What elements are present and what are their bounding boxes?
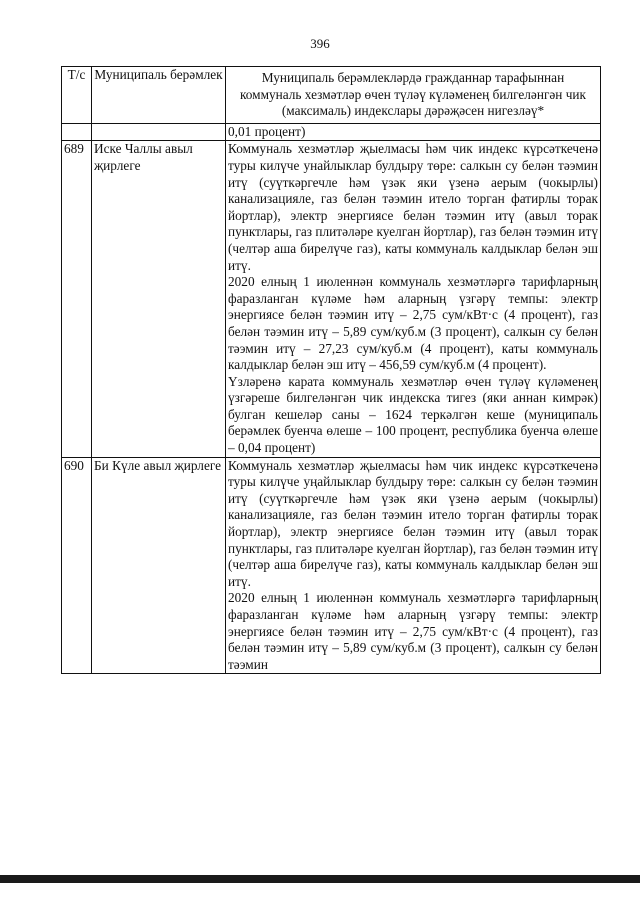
row-number: 689: [62, 141, 92, 457]
row-number: 690: [62, 457, 92, 674]
continuation-row: [62, 123, 601, 141]
row-description: [226, 457, 601, 674]
header-description: Муниципаль берәмлекләрдә гражданнар тарафыннан коммуналь хезмәтләр өчен түләү күләменең билгеләнгән чик (максималь) индекслары дәрәҗәсен нигезләү*: [226, 67, 601, 124]
description-paragraph: 2020 елның 1 июленнән коммуналь хезмәтләргә тарифларның фаразланган күләме һәм аларның үзгәрү темпы: электр энергиясе белән тәэмин итү – 2,75 сум/кВт·с (4 процент), газ белән тәэмин итү – 5,89 сум/куб.м (3 процент), салкын су белән тәэмин: [228, 590, 598, 672]
table-row: [62, 141, 601, 457]
description-paragraph: 2020 елның 1 июленнән коммуналь хезмәтләргә тарифларның фаразланган күләме һәм аларның үзгәрү темпы: электр энергиясе белән тәэмин итү – 2,75 сум/кВт·с (4 процент), газ белән тәэмин итү – 5,89 сум/куб.м (3 процент), салкын су белән тәэмин итү – 27,23 сум/куб.м (4 процент), каты коммуналь калдыклар белән эш итү – 456,59 сум/куб.м (4 процент).: [228, 274, 598, 373]
description-paragraph: Коммуналь хезмәтләр җыелмасы һәм чик индекс күрсәткеченә туры килүче уңайлыклар булдыру төре: салкын су белән тәэмин итү (суүткәргечле һәм үзәк яки үзенә аерым (чокырлы) канализацияле, газ белән тәэмин итело торган фатирлы торак йортлар), электр энергиясе белән тәэмин итү (авыл торак пунктлары, газ плитәләре куелган йортлар), газ белән тәэмин итү (челтәр аша бирелүче газ), каты коммуналь калдыклар белән эш итү.: [228, 457, 598, 589]
table-row: [62, 457, 601, 674]
continuation-mun-cell: [92, 123, 226, 141]
page-number: 396: [310, 36, 330, 51]
scan-bottom-edge: [0, 875, 640, 883]
description-paragraph: Коммуналь хезмәтләр җыелмасы һәм чик индекс күрсәткеченә туры килүче унайлыклар булдыру төре: салкын су белән тәэмин итү (суүткәргечле һәм үзәк яки үзенә аерым (чокырлы) канализацияле, газ белән тәэмин итело торган фатирлы торак йортлар), электр энергиясе белән тәэмин итү (авыл торак пунктлары, газ плитәләре куелган йортлар), газ белән тәэмин итү (челтәр аша бирелүче газ), каты коммуналь калдыклар белән эш итү.: [228, 141, 598, 273]
description-paragraph: Үзләренә карата коммуналь хезмәтләр өчен түләү күләменең үзгәреше билгеләнгән чик индекска тигез (яки аннан кимрәк) булган кешеләр саны – 1624 теркәлгән кеше (муниципаль берәмлек буенча өлеше – 100 процент, республика буенча өлеше – 0,04 процент): [228, 373, 598, 456]
header-number: Т/с: [62, 67, 92, 124]
tariff-table: [61, 66, 601, 674]
header-municipality: Муниципаль берәмлек: [92, 67, 226, 124]
row-municipality: Иске Чаллы авыл җирлеге: [92, 141, 226, 457]
row-municipality: Би Күле авыл җирлеге: [92, 457, 226, 674]
continuation-num-cell: [62, 123, 92, 141]
table-header-row: [62, 67, 601, 124]
row-description: [226, 141, 601, 457]
continuation-text: 0,01 процент): [226, 123, 601, 141]
